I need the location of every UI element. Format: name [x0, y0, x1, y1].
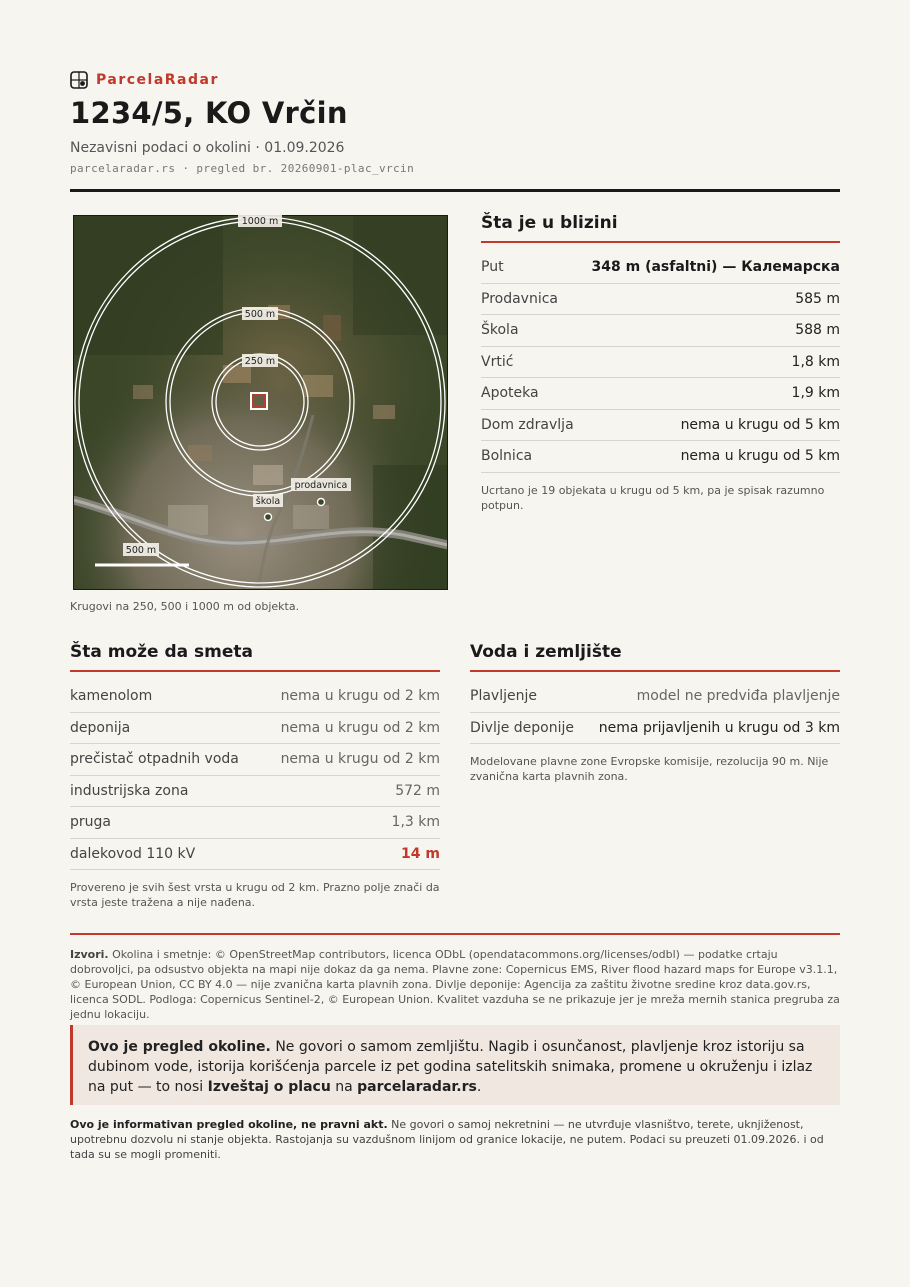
- svg-text:500 m: 500 m: [125, 545, 157, 556]
- callout-lead: Ovo je pregled okoline.: [88, 1039, 271, 1055]
- row-value: 1,9 km: [791, 385, 840, 402]
- nuisance-row-industrijska-zona: [70, 776, 440, 808]
- svg-text:1000 m: 1000 m: [241, 216, 279, 227]
- report-meta: parcelaradar.rs · pregled br. 20260901-plac_vrcin: [70, 162, 415, 175]
- brand-name: ParcelaRadar: [96, 72, 219, 88]
- brand: [70, 70, 840, 90]
- nearby-row-put: [481, 252, 840, 284]
- row-value: 1,3 km: [391, 814, 440, 831]
- sources-body: Okolina i smetnje: © OpenStreetMap contributors, licenca ODbL (opendatacommons.org/licenses/odbl) — podatke crtaju dobrovoljci, pa odsustvo objekta na mapi nije dokaz da ga nema. Plavne zone: Copernicus EMS, River flood hazard maps for Europe v3.1.1, © European Union, CC BY 4.0 — nije zvanična karta plavnih zona. Divlje deponije: Agencija za zaštitu životne sredine kroz data.gov.rs, licenca SODL. Podloga: Copernicus Sentinel-2, © European Union. Kvalitet vazduha se ne prikazuje jer je mreža mernih stanica pregruba za jednu lokaciju.: [70, 948, 840, 1021]
- page-subtitle: Nezavisni podaci o okolini · 01.09.2026: [70, 140, 345, 156]
- row-value: 572 m: [395, 782, 440, 799]
- nearby-section: [481, 213, 840, 513]
- water-title: Voda i zemljište: [470, 642, 840, 672]
- nuisances-section: [70, 642, 440, 910]
- nearby-row-skola: [481, 315, 840, 347]
- water-row-divlje-deponije: [470, 713, 840, 745]
- row-value: nema u krugu od 5 km: [680, 416, 840, 433]
- nuisances-title: Šta može da smeta: [70, 642, 440, 672]
- ring-label-1000: [238, 215, 282, 227]
- row-value: nema u krugu od 2 km: [280, 719, 440, 736]
- callout-text: Ne govori o samom zemljištu. Nagib i osunčanost, plavljenje kroz istoriju sa dubinom vode, istorija korišćenja parcele iz pet godina satelitskih snimaka, promene u okruženju i izlaz na put — to nosi: [88, 1039, 813, 1095]
- callout-report-name: Izveštaj o placu: [207, 1079, 331, 1095]
- row-key: Prodavnica: [481, 290, 558, 307]
- nearby-row-dom-zdravlja: [481, 410, 840, 442]
- ring-label-250: [242, 354, 278, 367]
- water-note: Modelovane plavne zone Evropske komisije, rezolucija 90 m. Nije zvanična karta plavnih zona.: [470, 755, 829, 783]
- nearby-row-vrtic: [481, 347, 840, 379]
- map-caption: Krugovi na 250, 500 i 1000 m od objekta.: [70, 600, 300, 613]
- page-title: 1234/5, KO Vrčin: [70, 96, 348, 130]
- callout-mid: na: [330, 1079, 358, 1095]
- nearby-row-prodavnica: [481, 284, 840, 316]
- nearby-table: [481, 252, 840, 473]
- row-key: dalekovod 110 kV: [70, 845, 196, 862]
- satellite-map: [73, 215, 448, 590]
- sources-label: Izvori.: [70, 948, 109, 961]
- row-value: 588 m: [795, 322, 840, 339]
- row-key: Vrtić: [481, 353, 514, 370]
- report-callout: [70, 1025, 840, 1105]
- ring-label-500: [242, 307, 278, 320]
- water-row-plavljenje: [470, 681, 840, 713]
- nuisance-row-deponija: [70, 713, 440, 745]
- nuisances-note: Provereno je svih šest vrsta u krugu od 2 km. Prazno polje znači da vrsta jeste tražena a nije nađena.: [70, 881, 440, 909]
- sources-divider: [70, 933, 840, 935]
- row-value: nema u krugu od 2 km: [280, 688, 440, 705]
- report-page: [70, 70, 840, 1161]
- row-value: 585 m: [795, 290, 840, 307]
- nuisance-row-kamenolom: [70, 681, 440, 713]
- row-key: Dom zdravlja: [481, 416, 574, 433]
- svg-text:škola: škola: [255, 496, 281, 507]
- row-key: Škola: [481, 322, 519, 339]
- row-key: industrijska zona: [70, 782, 189, 799]
- radar-logo-icon: [70, 71, 88, 89]
- row-key: pruga: [70, 814, 111, 831]
- header-divider: [70, 189, 840, 192]
- row-key: Put: [481, 259, 504, 276]
- nuisances-table: [70, 681, 440, 870]
- row-value: nema prijavljenih u krugu od 3 km: [598, 719, 840, 736]
- svg-text:250 m: 250 m: [244, 356, 276, 367]
- nuisance-row-precistac: [70, 744, 440, 776]
- callout-site-link[interactable]: parcelaradar.rs: [357, 1079, 477, 1095]
- svg-text:500 m: 500 m: [244, 309, 276, 320]
- row-key: deponija: [70, 719, 131, 736]
- row-key: kamenolom: [70, 688, 153, 705]
- water-section: [470, 642, 840, 784]
- row-value: model ne predviđa plavljenje: [636, 688, 840, 705]
- row-key: Divlje deponije: [470, 719, 575, 736]
- legal-disclaimer: [70, 1117, 840, 1162]
- nuisance-row-pruga: [70, 807, 440, 839]
- map-svg: [73, 215, 448, 590]
- nuisance-row-dalekovod: [70, 839, 440, 871]
- row-key: Plavljenje: [470, 688, 537, 705]
- nearby-row-bolnica: [481, 441, 840, 473]
- nearby-title: Šta je u blizini: [481, 213, 840, 243]
- nearby-row-apoteka: [481, 378, 840, 410]
- nearby-note: Ucrtano je 19 objekata u krugu od 5 km, pa je spisak razumno potpun.: [481, 483, 825, 512]
- row-key: Bolnica: [481, 448, 533, 465]
- row-key: prečistač otpadnih voda: [70, 751, 239, 768]
- disclaimer-lead: Ovo je informativan pregled okoline, ne pravni akt.: [70, 1118, 388, 1131]
- row-value: nema u krugu od 5 km: [680, 448, 840, 465]
- row-key: Apoteka: [481, 385, 539, 402]
- row-value-alert: 14 m: [401, 845, 440, 862]
- sources-text: [70, 947, 840, 1022]
- row-value: 1,8 km: [791, 353, 840, 370]
- water-table: [470, 681, 840, 744]
- svg-text:prodavnica: prodavnica: [294, 480, 348, 491]
- callout-end: .: [476, 1079, 482, 1095]
- row-value: nema u krugu od 2 km: [280, 751, 440, 768]
- row-value: 348 m (asfaltni) — Калемарска: [591, 259, 840, 276]
- disclaimer-body: Ne govori o samoj nekretnini — ne utvrđuje vlasništvo, terete, uknjiženost, upotrebnu dozvolu ni stanje objekta. Rastojanja su vazdušnom linijom od granice lokacije, ne putem. Podaci su preuzeti 01.09.2026. i od tada su se mogli promeniti.: [70, 1118, 824, 1161]
